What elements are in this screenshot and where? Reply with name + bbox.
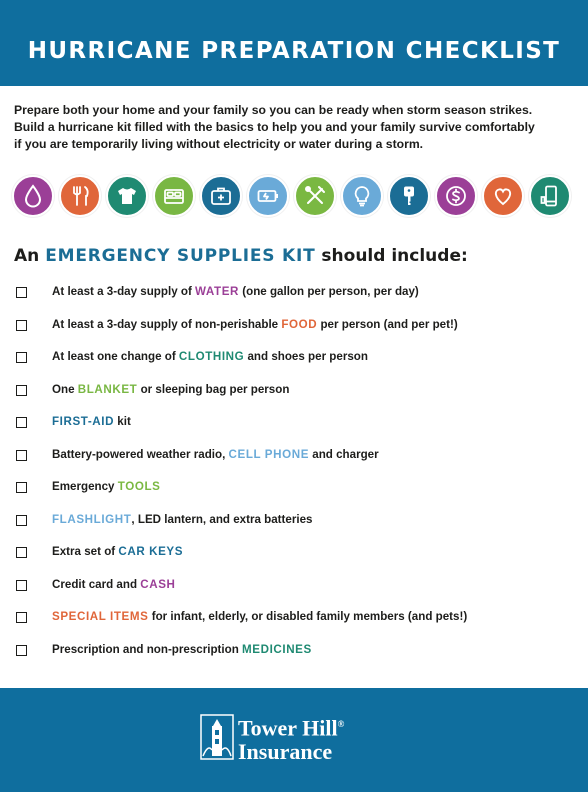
- intro-line: if you are temporarily living without electricity or water during a storm.: [14, 137, 424, 151]
- kit-heading: [14, 246, 574, 266]
- header-banner: [0, 0, 588, 86]
- checklist-item-text: At least a 3-day supply of WATER (one gallon per person, per day): [52, 285, 419, 298]
- checkbox[interactable]: [16, 515, 27, 526]
- heart-icon: [482, 175, 524, 217]
- checkbox[interactable]: [16, 580, 27, 591]
- checklist-item-water: [14, 284, 574, 304]
- phone-icon: [529, 175, 571, 217]
- checkbox[interactable]: [16, 612, 27, 623]
- cash-icon: [435, 175, 477, 217]
- checklist-item-special-items: [14, 609, 574, 629]
- checkbox[interactable]: [16, 287, 27, 298]
- lightbulb-icon: [341, 175, 383, 217]
- supply-icons-row: [12, 175, 576, 219]
- checklist-item-cash: [14, 577, 574, 597]
- checklist-item-medicines: [14, 642, 574, 662]
- logo-line-2: Insurance: [238, 739, 333, 765]
- checklist-item-text: FLASHLIGHT, LED lantern, and extra batteries: [52, 512, 313, 526]
- checklist-item-text: Emergency TOOLS: [52, 480, 161, 493]
- tools-icon: [294, 175, 336, 217]
- battery-icon: [247, 175, 289, 217]
- checklist-item-cell-phone: [14, 447, 574, 467]
- kit-heading-highlight: EMERGENCY SUPPLIES KIT: [45, 246, 316, 266]
- checkbox[interactable]: [16, 352, 27, 363]
- water-drop-icon: [12, 175, 54, 217]
- checklist-item-text: At least a 3-day supply of non-perishable FOOD per person (and per pet!): [52, 317, 458, 331]
- page-title: HURRICANE PREPARATION CHECKLIST: [27, 38, 561, 64]
- checklist-item-text: Battery-powered weather radio, CELL PHONE and charger: [52, 447, 379, 461]
- kit-heading-suffix: should include:: [315, 246, 468, 266]
- checklist-item-blanket: [14, 382, 574, 402]
- checkbox[interactable]: [16, 385, 27, 396]
- checkbox[interactable]: [16, 450, 27, 461]
- intro-line: Prepare both your home and your family so you can be ready when storm season strikes.: [14, 103, 533, 117]
- checklist-item-clothing: [14, 349, 574, 369]
- bed-icon: [153, 175, 195, 217]
- logo-wordmark: [238, 712, 344, 764]
- checklist-item-text: One BLANKET or sleeping bag per person: [52, 382, 290, 396]
- checklist-item-flashlight: [14, 512, 574, 532]
- intro-paragraph: [14, 102, 576, 153]
- checklist-item-food: [14, 317, 574, 337]
- logo-registered-mark: ®: [337, 719, 345, 729]
- checklist-item-text: Prescription and non-prescription MEDICINES: [52, 642, 312, 656]
- checkbox[interactable]: [16, 417, 27, 428]
- tower-hill-logo[interactable]: [200, 712, 400, 765]
- tower-icon: [200, 714, 234, 760]
- checklist-item-text: SPECIAL ITEMS for infant, elderly, or disabled family members (and pets!): [52, 610, 468, 623]
- logo-line-1: Tower Hill: [238, 715, 338, 741]
- checklist-item-first-aid: [14, 414, 574, 434]
- checklist-item-text: At least one change of CLOTHING and shoes per person: [52, 350, 368, 363]
- checkbox[interactable]: [16, 482, 27, 493]
- checkbox[interactable]: [16, 645, 27, 656]
- utensils-icon: [59, 175, 101, 217]
- shirt-icon: [106, 175, 148, 217]
- kit-heading-prefix: An: [14, 246, 46, 266]
- first-aid-icon: [200, 175, 242, 217]
- intro-line: Build a hurricane kit filled with the basics to help you and your family survive comfortably: [14, 120, 535, 134]
- checklist-item-text: FIRST-AID kit: [52, 415, 131, 428]
- checklist-item-text: Credit card and CASH: [52, 577, 176, 591]
- checkbox[interactable]: [16, 547, 27, 558]
- checkbox[interactable]: [16, 320, 27, 331]
- checklist-item-tools: [14, 479, 574, 499]
- checklist-item-text: Extra set of CAR KEYS: [52, 545, 184, 558]
- car-key-icon: [388, 175, 430, 217]
- checklist-item-car-keys: [14, 544, 574, 564]
